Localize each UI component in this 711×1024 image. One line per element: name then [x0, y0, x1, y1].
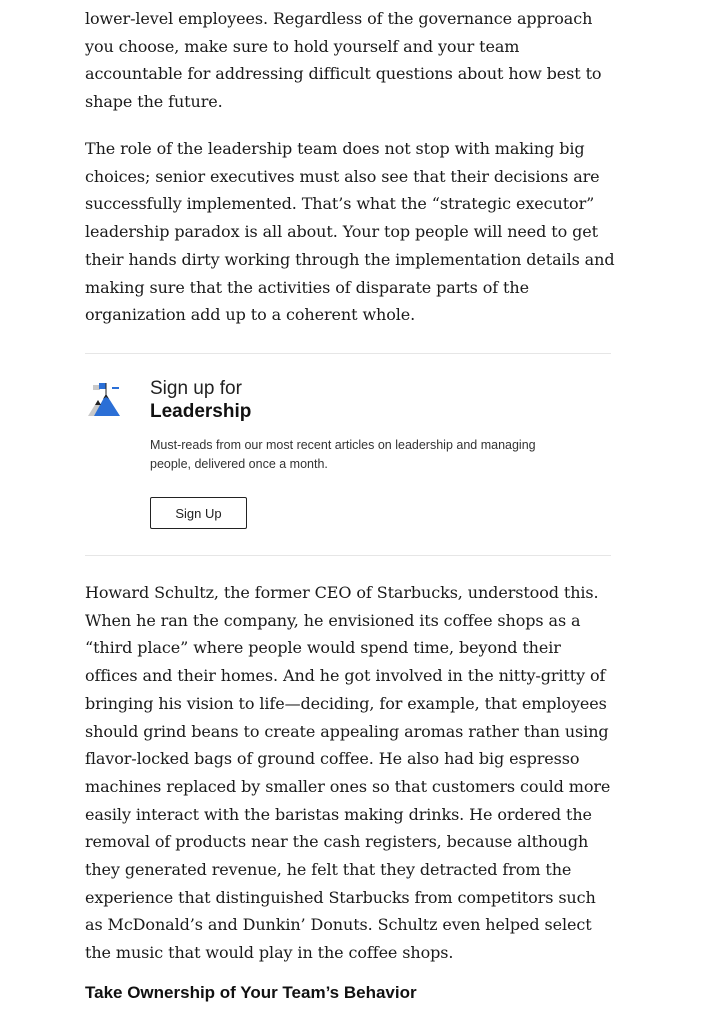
signup-pretitle: Sign up for [150, 378, 242, 399]
sign-up-button[interactable]: Sign Up [150, 497, 247, 529]
newsletter-signup [85, 353, 611, 556]
article-paragraph: The role of the leadership team does not stop with making big choices; senior executives must also see that their decisions are successfully implemented. That’s what the “strategic executor” leadership paradox is all about. Your top people will need to get their hands dirty working through the implementation details and making sure that the activities of disparate parts of the organization add up to a coherent whole. [85, 139, 615, 325]
section-heading: Take Ownership of Your Team’s Behavior [85, 983, 417, 1002]
signup-title: Leadership [150, 401, 252, 422]
signup-description: Must-reads from our most recent articles on leadership and managing people, delivered once a month. [150, 438, 536, 471]
mountain-flag-icon [88, 382, 124, 418]
article-paragraph: lower-level employees. Regardless of the governance approach you choose, make sure to hold yourself and your team accountable for addressing difficult questions about how best to shape the future. [85, 9, 602, 112]
article-paragraph: Howard Schultz, the former CEO of Starbucks, understood this. When he ran the company, he envisioned its coffee shops as a “third place” where people would spend time, beyond their offices and their homes. And he got involved in the nitty-gritty of bringing his vision to life—deciding, for example, that employees should grind beans to create appealing aromas rather than using flavor-locked bags of ground coffee. He also had big espresso machines replaced by smaller ones so that customers could more easily interact with the baristas making drinks. He ordered the removal of products near the cash registers, because although they generated revenue, he felt that they detracted from the experience that distinguished Starbucks from competitors such as McDonald’s and Dunkin’ Donuts. Schultz even helped select the music that would play in the coffee shops. [85, 583, 611, 963]
